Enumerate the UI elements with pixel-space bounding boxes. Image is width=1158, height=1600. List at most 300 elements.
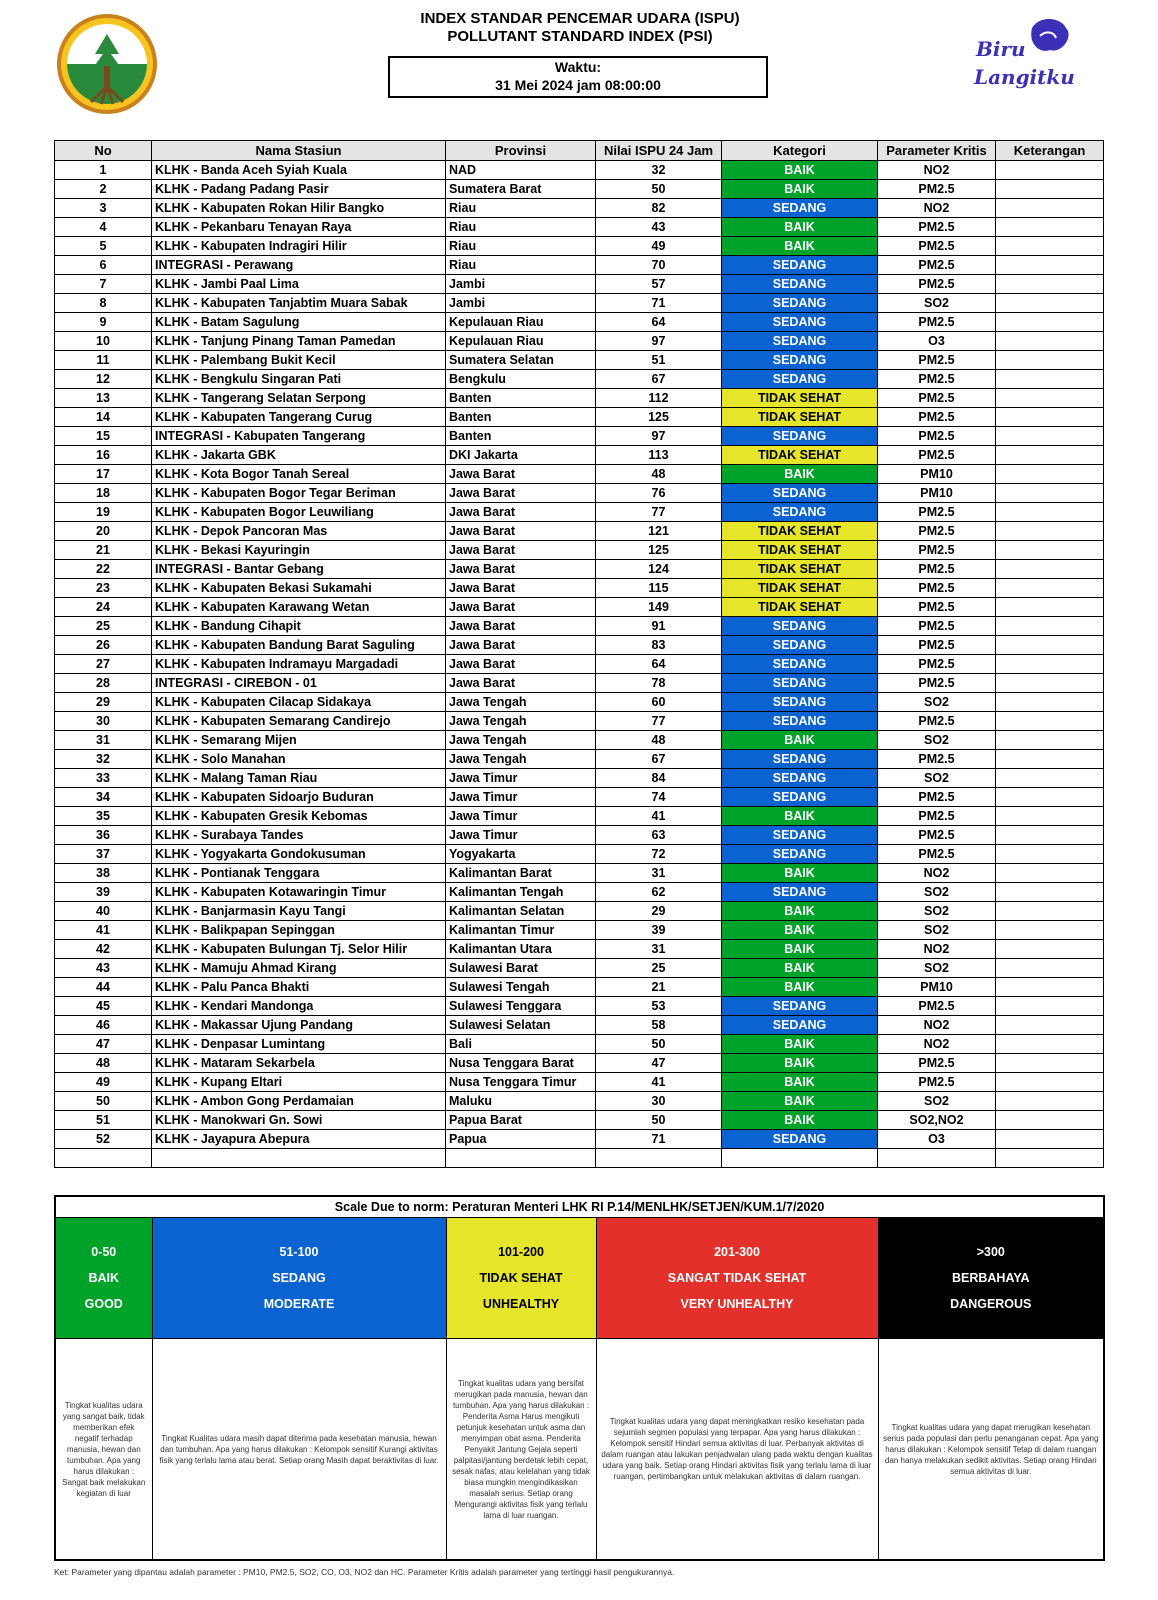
- row-ispu: 71: [596, 294, 722, 313]
- table-row: [55, 1111, 1104, 1130]
- row-station: KLHK - Tangerang Selatan Serpong: [152, 389, 446, 408]
- scale-title: Scale Due to norm: Peraturan Menteri LHK RI P.14/MENLHK/SETJEN/KUM.1/7/2020: [55, 1196, 1104, 1218]
- band-desc-sedang: Tingkat Kualitas udara masih dapat diterima pada kesehatan manusia, hewan dan tumbuhan. Apa yang harus dilakukan : Kelompok sensitif Kurangi aktivitas fisik yang terlalu lama atau berat. Setiap orang Masih dapat beraktivitas di luar.: [152, 1339, 446, 1561]
- table-row: [55, 1130, 1104, 1149]
- row-no: 25: [55, 617, 152, 636]
- row-province: Jambi: [446, 275, 596, 294]
- row-critical: PM2.5: [878, 598, 996, 617]
- row-critical: PM2.5: [878, 1073, 996, 1092]
- row-ispu: 77: [596, 712, 722, 731]
- row-no: 19: [55, 503, 152, 522]
- row-ispu: 124: [596, 560, 722, 579]
- footer-note: Ket: Parameter yang dipantau adalah parameter : PM10, PM2.5, SO2, CO, O3, NO2 dan HC. Parameter Kritis adalah parameter yang tertinggi hasil pengukurannya.: [54, 1567, 675, 1577]
- row-no: 15: [55, 427, 152, 446]
- row-ispu: 71: [596, 1130, 722, 1149]
- row-note: [996, 294, 1104, 313]
- row-category: TIDAK SEHAT: [722, 389, 878, 408]
- table-row: [55, 503, 1104, 522]
- row-station: KLHK - Jambi Paal Lima: [152, 275, 446, 294]
- band-desc-berbahaya: Tingkat kualitas udara yang dapat merugikan kesehatan serius pada populasi dan perlu penanganan cepat. Apa yang harus dilakukan : Kelompok sensitif Tetap di dalam ruangan dan hanya melakukan sedikit aktivitas. Setiap orang Hindari semua aktivitas di luar.: [878, 1339, 1104, 1561]
- empty-cell: [596, 1149, 722, 1168]
- row-critical: PM2.5: [878, 237, 996, 256]
- row-province: Kalimantan Tengah: [446, 883, 596, 902]
- row-category: SEDANG: [722, 427, 878, 446]
- table-row: [55, 807, 1104, 826]
- row-ispu: 74: [596, 788, 722, 807]
- band-range: 101-200: [498, 1245, 544, 1259]
- row-no: 38: [55, 864, 152, 883]
- row-no: 3: [55, 199, 152, 218]
- report-subtitle: POLLUTANT STANDARD INDEX (PSI): [447, 28, 713, 45]
- row-province: NAD: [446, 161, 596, 180]
- row-critical: PM2.5: [878, 389, 996, 408]
- row-province: Kalimantan Utara: [446, 940, 596, 959]
- row-critical: PM2.5: [878, 503, 996, 522]
- row-category: SEDANG: [722, 845, 878, 864]
- row-note: [996, 826, 1104, 845]
- report-title: INDEX STANDAR PENCEMAR UDARA (ISPU): [420, 10, 740, 27]
- table-row: [55, 1054, 1104, 1073]
- row-no: 46: [55, 1016, 152, 1035]
- row-no: 26: [55, 636, 152, 655]
- row-critical: PM2.5: [878, 712, 996, 731]
- row-critical: PM2.5: [878, 180, 996, 199]
- row-note: [996, 503, 1104, 522]
- row-no: 11: [55, 351, 152, 370]
- row-ispu: 115: [596, 579, 722, 598]
- row-note: [996, 465, 1104, 484]
- col-note: Keterangan: [996, 141, 1104, 161]
- table-row: [55, 484, 1104, 503]
- row-station: KLHK - Kabupaten Tanjabtim Muara Sabak: [152, 294, 446, 313]
- band-range: 0-50: [91, 1245, 117, 1259]
- row-note: [996, 598, 1104, 617]
- row-province: Jawa Barat: [446, 541, 596, 560]
- row-critical: SO2,NO2: [878, 1111, 996, 1130]
- row-province: Riau: [446, 256, 596, 275]
- row-category: SEDANG: [722, 636, 878, 655]
- row-province: Kalimantan Barat: [446, 864, 596, 883]
- row-category: BAIK: [722, 1111, 878, 1130]
- row-category: TIDAK SEHAT: [722, 408, 878, 427]
- row-critical: NO2: [878, 161, 996, 180]
- band-tidak-sehat: [446, 1218, 596, 1339]
- row-critical: PM2.5: [878, 1054, 996, 1073]
- row-note: [996, 199, 1104, 218]
- row-no: 22: [55, 560, 152, 579]
- row-no: 2: [55, 180, 152, 199]
- row-station: KLHK - Balikpapan Sepinggan: [152, 921, 446, 940]
- row-station: KLHK - Kabupaten Sidoarjo Buduran: [152, 788, 446, 807]
- row-ispu: 91: [596, 617, 722, 636]
- table-row: [55, 1016, 1104, 1035]
- table-row: [55, 636, 1104, 655]
- empty-cell: [152, 1149, 446, 1168]
- row-no: 34: [55, 788, 152, 807]
- row-critical: PM2.5: [878, 370, 996, 389]
- table-row: [55, 180, 1104, 199]
- row-note: [996, 218, 1104, 237]
- row-ispu: 21: [596, 978, 722, 997]
- row-critical: PM2.5: [878, 636, 996, 655]
- row-category: BAIK: [722, 731, 878, 750]
- row-note: [996, 1035, 1104, 1054]
- row-category: SEDANG: [722, 788, 878, 807]
- table-row: [55, 864, 1104, 883]
- row-station: KLHK - Kabupaten Bogor Leuwiliang: [152, 503, 446, 522]
- band-english: MODERATE: [263, 1297, 335, 1311]
- row-no: 10: [55, 332, 152, 351]
- row-note: [996, 446, 1104, 465]
- row-no: 14: [55, 408, 152, 427]
- row-critical: SO2: [878, 693, 996, 712]
- row-ispu: 125: [596, 541, 722, 560]
- row-note: [996, 731, 1104, 750]
- row-category: SEDANG: [722, 370, 878, 389]
- logo-word-1: Biru: [976, 37, 1026, 61]
- row-station: KLHK - Yogyakarta Gondokusuman: [152, 845, 446, 864]
- row-province: Jawa Barat: [446, 655, 596, 674]
- row-ispu: 48: [596, 465, 722, 484]
- row-ispu: 60: [596, 693, 722, 712]
- band-english: UNHEALTHY: [482, 1297, 560, 1311]
- row-ispu: 47: [596, 1054, 722, 1073]
- table-row: [55, 237, 1104, 256]
- row-category: SEDANG: [722, 674, 878, 693]
- row-category: SEDANG: [722, 1016, 878, 1035]
- row-note: [996, 1073, 1104, 1092]
- row-note: [996, 674, 1104, 693]
- table-row: [55, 750, 1104, 769]
- row-note: [996, 161, 1104, 180]
- row-no: 52: [55, 1130, 152, 1149]
- row-ispu: 112: [596, 389, 722, 408]
- row-station: KLHK - Padang Padang Pasir: [152, 180, 446, 199]
- row-province: Jambi: [446, 294, 596, 313]
- row-ispu: 30: [596, 1092, 722, 1111]
- row-critical: O3: [878, 332, 996, 351]
- row-ispu: 84: [596, 769, 722, 788]
- row-category: BAIK: [722, 959, 878, 978]
- row-no: 4: [55, 218, 152, 237]
- row-note: [996, 750, 1104, 769]
- row-province: Riau: [446, 218, 596, 237]
- row-province: Jawa Barat: [446, 579, 596, 598]
- row-category: SEDANG: [722, 997, 878, 1016]
- time-value: 31 Mei 2024 jam 08:00:00: [495, 77, 661, 93]
- band-desc-tidak-sehat: Tingkat kualitas udara yang bersifat merugikan pada manusia, hewan dan tumbuhan. Apa yang harus dilakukan : Penderita Asma Harus mengikuti petunjuk kesehatan untuk asma dan menyimpan obat asma. Penderita Penyakit Jantung Gejala seperti palpitasi/jantung berdetak lebih cepat, sesak nafas, atau kelelahan yang tidak biasa mungkin mengindikasikan masalah serius. Setiap orang Mengurangi aktivitas fisik yang terlalu lama di luar ruangan.: [446, 1339, 596, 1561]
- row-province: Jawa Barat: [446, 598, 596, 617]
- row-category: TIDAK SEHAT: [722, 541, 878, 560]
- row-critical: PM2.5: [878, 788, 996, 807]
- row-critical: NO2: [878, 199, 996, 218]
- row-station: KLHK - Pontianak Tenggara: [152, 864, 446, 883]
- row-note: [996, 579, 1104, 598]
- table-row: [55, 1073, 1104, 1092]
- row-ispu: 67: [596, 750, 722, 769]
- row-station: KLHK - Ambon Gong Perdamaian: [152, 1092, 446, 1111]
- row-station: KLHK - Pekanbaru Tenayan Raya: [152, 218, 446, 237]
- logo-word-2: Langitku: [974, 65, 1075, 89]
- row-critical: PM2.5: [878, 522, 996, 541]
- row-category: BAIK: [722, 807, 878, 826]
- row-no: 18: [55, 484, 152, 503]
- row-ispu: 25: [596, 959, 722, 978]
- row-no: 36: [55, 826, 152, 845]
- band-label: SEDANG: [272, 1271, 326, 1285]
- row-note: [996, 902, 1104, 921]
- row-no: 27: [55, 655, 152, 674]
- row-no: 47: [55, 1035, 152, 1054]
- table-row: [55, 617, 1104, 636]
- row-note: [996, 180, 1104, 199]
- row-category: SEDANG: [722, 617, 878, 636]
- row-category: SEDANG: [722, 883, 878, 902]
- row-note: [996, 978, 1104, 997]
- row-province: Sulawesi Tenggara: [446, 997, 596, 1016]
- row-no: 13: [55, 389, 152, 408]
- table-row: [55, 902, 1104, 921]
- row-critical: NO2: [878, 1016, 996, 1035]
- row-ispu: 31: [596, 864, 722, 883]
- row-note: [996, 237, 1104, 256]
- row-critical: NO2: [878, 940, 996, 959]
- table-row: [55, 199, 1104, 218]
- row-critical: PM2.5: [878, 408, 996, 427]
- table-row: [55, 161, 1104, 180]
- row-province: Sulawesi Barat: [446, 959, 596, 978]
- table-row: [55, 294, 1104, 313]
- row-note: [996, 389, 1104, 408]
- row-province: Jawa Tengah: [446, 750, 596, 769]
- row-note: [996, 408, 1104, 427]
- row-category: SEDANG: [722, 313, 878, 332]
- row-station: KLHK - Bengkulu Singaran Pati: [152, 370, 446, 389]
- row-category: BAIK: [722, 161, 878, 180]
- table-row: [55, 921, 1104, 940]
- row-ispu: 78: [596, 674, 722, 693]
- table-row: [55, 465, 1104, 484]
- table-row: [55, 997, 1104, 1016]
- row-station: INTEGRASI - Kabupaten Tangerang: [152, 427, 446, 446]
- row-station: KLHK - Kabupaten Bogor Tegar Beriman: [152, 484, 446, 503]
- table-row: [55, 845, 1104, 864]
- row-note: [996, 256, 1104, 275]
- row-no: 1: [55, 161, 152, 180]
- row-category: SEDANG: [722, 1130, 878, 1149]
- table-row: [55, 769, 1104, 788]
- row-province: Jawa Tengah: [446, 712, 596, 731]
- row-note: [996, 313, 1104, 332]
- row-category: SEDANG: [722, 484, 878, 503]
- row-category: BAIK: [722, 180, 878, 199]
- row-ispu: 50: [596, 180, 722, 199]
- table-row: [55, 655, 1104, 674]
- row-no: 43: [55, 959, 152, 978]
- row-category: BAIK: [722, 921, 878, 940]
- row-category: SEDANG: [722, 332, 878, 351]
- band-label: SANGAT TIDAK SEHAT: [667, 1271, 807, 1285]
- row-station: KLHK - Depok Pancoran Mas: [152, 522, 446, 541]
- row-critical: SO2: [878, 1092, 996, 1111]
- row-province: Jawa Barat: [446, 617, 596, 636]
- row-station: KLHK - Mamuju Ahmad Kirang: [152, 959, 446, 978]
- row-ispu: 149: [596, 598, 722, 617]
- band-label: BERBAHAYA: [951, 1271, 1030, 1285]
- table-row: [55, 560, 1104, 579]
- ispu-table: [54, 140, 1104, 1168]
- row-category: SEDANG: [722, 503, 878, 522]
- row-province: Nusa Tenggara Timur: [446, 1073, 596, 1092]
- row-critical: PM2.5: [878, 313, 996, 332]
- row-no: 30: [55, 712, 152, 731]
- row-critical: PM10: [878, 465, 996, 484]
- row-critical: NO2: [878, 1035, 996, 1054]
- table-row: [55, 1035, 1104, 1054]
- row-no: 33: [55, 769, 152, 788]
- row-note: [996, 636, 1104, 655]
- row-note: [996, 883, 1104, 902]
- row-station: KLHK - Kabupaten Cilacap Sidakaya: [152, 693, 446, 712]
- table-row: [55, 598, 1104, 617]
- band-range: 201-300: [714, 1245, 760, 1259]
- row-station: KLHK - Kendari Mandonga: [152, 997, 446, 1016]
- row-station: KLHK - Kabupaten Semarang Candirejo: [152, 712, 446, 731]
- row-category: BAIK: [722, 218, 878, 237]
- row-category: BAIK: [722, 864, 878, 883]
- row-note: [996, 1111, 1104, 1130]
- row-ispu: 48: [596, 731, 722, 750]
- row-category: SEDANG: [722, 750, 878, 769]
- row-no: 45: [55, 997, 152, 1016]
- band-range: 51-100: [279, 1245, 319, 1259]
- row-no: 51: [55, 1111, 152, 1130]
- empty-cell: [446, 1149, 596, 1168]
- row-station: KLHK - Manokwari Gn. Sowi: [152, 1111, 446, 1130]
- table-row: [55, 446, 1104, 465]
- band-range: >300: [976, 1245, 1005, 1259]
- row-critical: SO2: [878, 294, 996, 313]
- row-province: Jawa Barat: [446, 674, 596, 693]
- row-province: Jawa Timur: [446, 769, 596, 788]
- row-critical: PM2.5: [878, 617, 996, 636]
- band-english: VERY UNHEALTHY: [680, 1297, 794, 1311]
- table-row: [55, 218, 1104, 237]
- row-critical: SO2: [878, 959, 996, 978]
- row-note: [996, 788, 1104, 807]
- table-row: [55, 389, 1104, 408]
- row-note: [996, 541, 1104, 560]
- row-province: Banten: [446, 408, 596, 427]
- row-note: [996, 959, 1104, 978]
- row-ispu: 39: [596, 921, 722, 940]
- row-province: Maluku: [446, 1092, 596, 1111]
- row-province: Sumatera Barat: [446, 180, 596, 199]
- row-ispu: 77: [596, 503, 722, 522]
- table-row: [55, 940, 1104, 959]
- row-province: Yogyakarta: [446, 845, 596, 864]
- row-note: [996, 351, 1104, 370]
- time-label: Waktu:: [554, 59, 602, 75]
- row-critical: PM2.5: [878, 997, 996, 1016]
- row-province: Jawa Barat: [446, 560, 596, 579]
- row-province: Riau: [446, 237, 596, 256]
- row-category: TIDAK SEHAT: [722, 598, 878, 617]
- row-no: 29: [55, 693, 152, 712]
- row-no: 41: [55, 921, 152, 940]
- row-note: [996, 1016, 1104, 1035]
- row-ispu: 64: [596, 313, 722, 332]
- row-note: [996, 997, 1104, 1016]
- row-critical: SO2: [878, 769, 996, 788]
- row-note: [996, 560, 1104, 579]
- row-no: 24: [55, 598, 152, 617]
- row-province: Jawa Barat: [446, 465, 596, 484]
- row-ispu: 49: [596, 237, 722, 256]
- row-note: [996, 427, 1104, 446]
- row-station: KLHK - Kabupaten Tangerang Curug: [152, 408, 446, 427]
- row-ispu: 62: [596, 883, 722, 902]
- row-ispu: 64: [596, 655, 722, 674]
- row-ispu: 82: [596, 199, 722, 218]
- row-critical: PM2.5: [878, 807, 996, 826]
- row-category: BAIK: [722, 1035, 878, 1054]
- row-critical: PM2.5: [878, 446, 996, 465]
- row-note: [996, 940, 1104, 959]
- timestamp-box: [388, 56, 768, 98]
- row-station: KLHK - Bandung Cihapit: [152, 617, 446, 636]
- row-no: 32: [55, 750, 152, 769]
- band-label: BAIK: [88, 1271, 120, 1285]
- row-station: INTEGRASI - Perawang: [152, 256, 446, 275]
- row-station: KLHK - Banjarmasin Kayu Tangi: [152, 902, 446, 921]
- row-no: 5: [55, 237, 152, 256]
- band-desc-baik: Tingkat kualitas udara yang sangat baik, tidak memberikan efek negatif terhadap manusia, hewan dan tumbuhan. Apa yang harus dilakukan : Sangat baik melakukan kegiatan di luar: [55, 1339, 152, 1561]
- row-note: [996, 712, 1104, 731]
- row-province: Jawa Barat: [446, 503, 596, 522]
- band-english: GOOD: [84, 1297, 123, 1311]
- row-ispu: 32: [596, 161, 722, 180]
- row-critical: SO2: [878, 731, 996, 750]
- row-category: BAIK: [722, 1092, 878, 1111]
- row-province: Riau: [446, 199, 596, 218]
- row-province: Bengkulu: [446, 370, 596, 389]
- row-critical: SO2: [878, 902, 996, 921]
- row-no: 42: [55, 940, 152, 959]
- row-critical: PM2.5: [878, 275, 996, 294]
- row-critical: PM2.5: [878, 218, 996, 237]
- row-note: [996, 693, 1104, 712]
- row-critical: PM2.5: [878, 750, 996, 769]
- row-station: KLHK - Semarang Mijen: [152, 731, 446, 750]
- row-station: KLHK - Malang Taman Riau: [152, 769, 446, 788]
- row-station: KLHK - Solo Manahan: [152, 750, 446, 769]
- row-ispu: 41: [596, 807, 722, 826]
- row-station: KLHK - Kabupaten Karawang Wetan: [152, 598, 446, 617]
- row-province: Banten: [446, 389, 596, 408]
- band-desc-sangat-tidak-sehat: Tingkat kualitas udara yang dapat meningkatkan resiko kesehatan pada sejumlah segmen populasi yang terpapar. Apa yang harus dilakukan : Kelompok sensitif Hindari semua aktivitas di luar. Perbanyak aktivitas di dalam ruangan atau lakukan penjadwalan ulang pada waktu dengan kualitas udara yang baik. Setiap orang Hindari aktivitas fisik yang terlalu lama di luar ruangan, pertimbangkan untuk melakukan aktivitas di dalam ruangan.: [596, 1339, 878, 1561]
- row-station: KLHK - Kabupaten Bandung Barat Saguling: [152, 636, 446, 655]
- row-critical: PM2.5: [878, 674, 996, 693]
- row-no: 20: [55, 522, 152, 541]
- row-province: Kepulauan Riau: [446, 332, 596, 351]
- table-row: [55, 959, 1104, 978]
- row-note: [996, 617, 1104, 636]
- row-no: 39: [55, 883, 152, 902]
- table-row: [55, 712, 1104, 731]
- row-category: SEDANG: [722, 351, 878, 370]
- row-ispu: 97: [596, 332, 722, 351]
